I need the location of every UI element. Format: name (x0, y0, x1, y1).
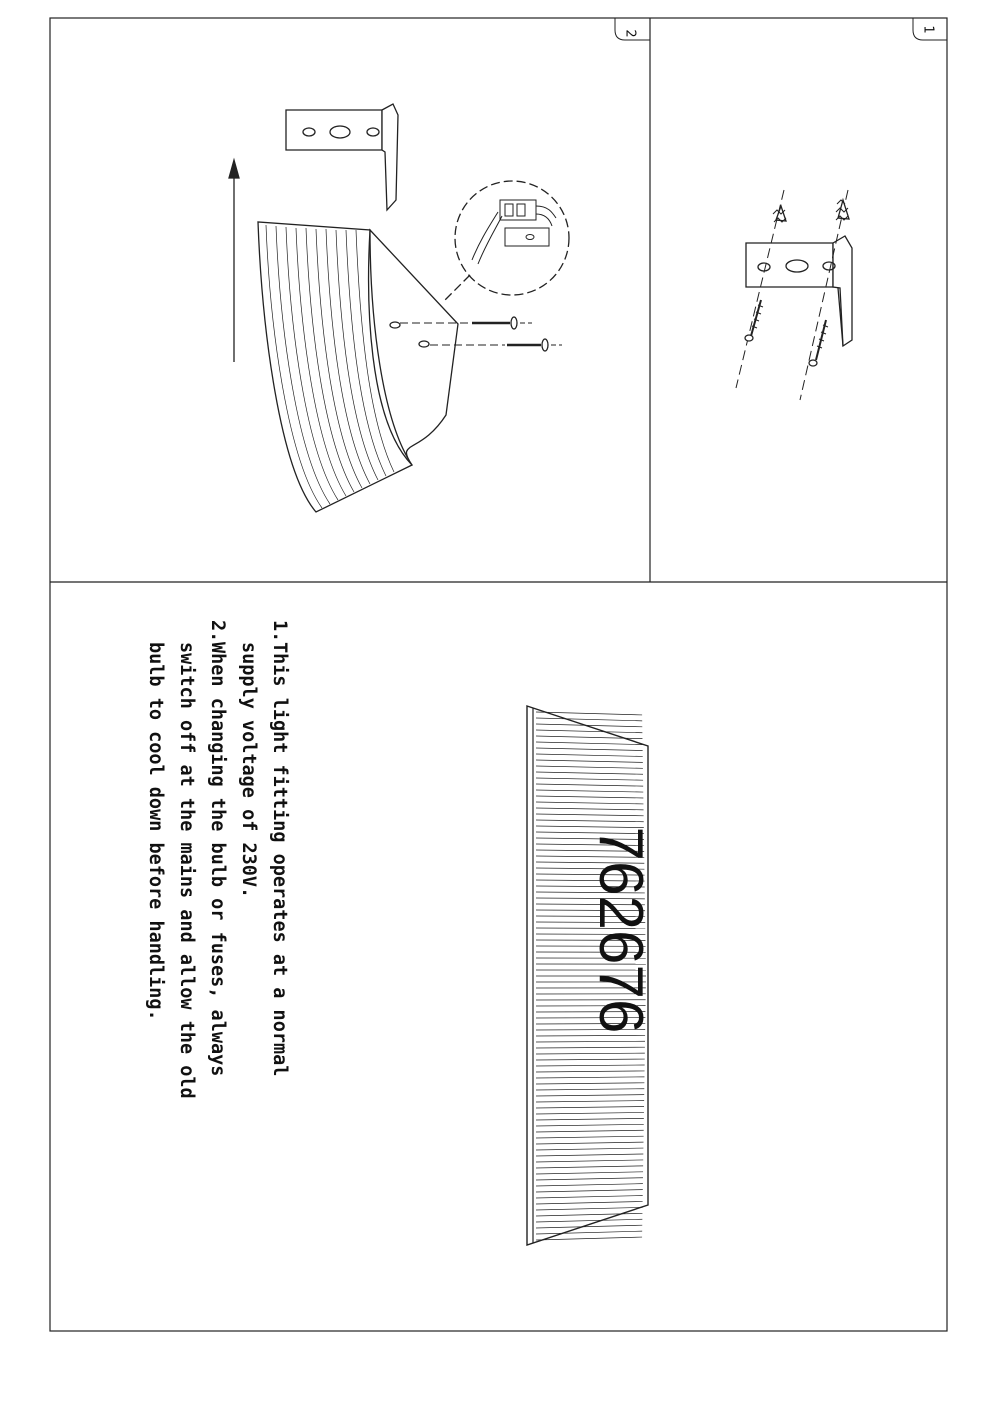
wall-plug-right (836, 200, 849, 220)
up-arrow-head (229, 160, 239, 178)
step-1-illustration (736, 190, 852, 400)
step-1-number: 1 (920, 25, 936, 34)
safety-notes (135, 620, 295, 1150)
wall-plug-left (773, 206, 786, 222)
step-2-bracket-side (382, 104, 398, 210)
note-2-line-3: bulb to cool down before handling. (145, 642, 166, 1021)
note-2-line-2: switch off at the mains and allow the old (176, 642, 197, 1099)
note-1 (233, 620, 295, 1150)
note-1-marker: 1. (269, 620, 290, 643)
step-2-number: 2 (622, 29, 638, 38)
mounting-bracket-side (833, 236, 852, 346)
screw-right (809, 320, 828, 366)
step-2-screw-lower (507, 339, 562, 351)
note-2-marker: 2. (207, 620, 228, 643)
note-1-line-2: supply voltage of 230V. (238, 642, 259, 899)
note-2-line-1: When changing the bulb or fuses, always (207, 642, 228, 1077)
note-2 (140, 620, 233, 1150)
screw-left (745, 300, 763, 341)
note-1-line-1: This light fitting operates at a normal (269, 642, 290, 1077)
step-2-illustration (229, 104, 569, 512)
model-number: 762676 (586, 826, 655, 1034)
step-2-screw-upper (472, 317, 532, 329)
